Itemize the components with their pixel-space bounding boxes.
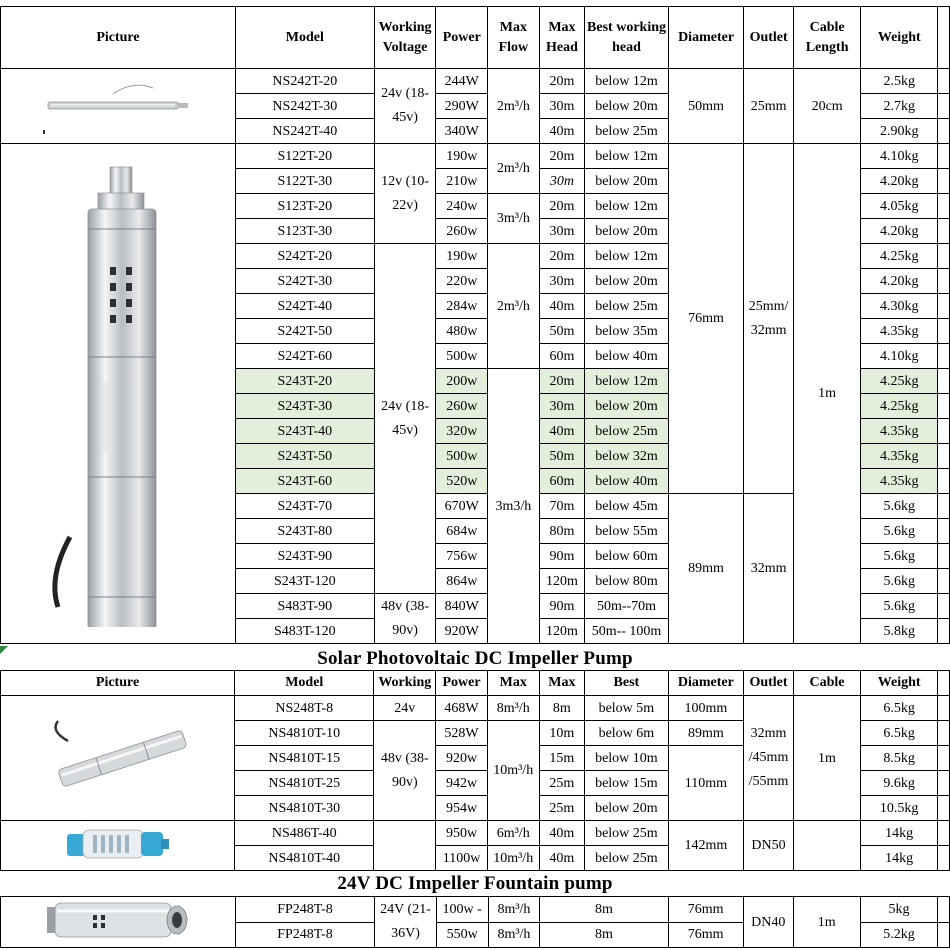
flow-cell: 2m³/h bbox=[488, 144, 540, 194]
power-cell: 320w bbox=[436, 419, 488, 444]
blue-impeller-pump-image bbox=[63, 822, 173, 866]
col-header-voltage: Working Voltage bbox=[374, 7, 436, 69]
outlet-cell: 25mm bbox=[744, 69, 794, 144]
best-head-cell: below 25m bbox=[585, 419, 669, 444]
cell-overflow bbox=[938, 369, 950, 394]
head-cell: 25m bbox=[539, 771, 585, 796]
head-cell: 8m bbox=[540, 922, 668, 948]
flow-cell: 10m³/h bbox=[487, 721, 539, 821]
weight-cell: 5.8kg bbox=[861, 619, 938, 644]
col-header-flow: Max bbox=[487, 671, 539, 696]
best-head-cell: below 25m bbox=[585, 846, 668, 871]
head-cell: 40m bbox=[539, 419, 585, 444]
flow-cell: 3m3/h bbox=[488, 369, 540, 644]
cell-overflow bbox=[938, 444, 950, 469]
head-cell: 8m bbox=[540, 897, 668, 923]
col-header-weight: Weight bbox=[861, 7, 938, 69]
col-header-model: Model bbox=[235, 7, 374, 69]
col-header-voltage: Working bbox=[374, 671, 436, 696]
best-head-cell: below 12m bbox=[585, 144, 669, 169]
cell-overflow bbox=[938, 344, 950, 369]
head-cell: 40m bbox=[539, 294, 585, 319]
cell-overflow bbox=[938, 7, 950, 69]
cell-comment-marker bbox=[0, 646, 8, 654]
power-cell: 290W bbox=[436, 94, 488, 119]
outlet-cell: DN50 bbox=[744, 821, 794, 871]
model-cell: S242T-30 bbox=[235, 269, 374, 294]
diameter-cell: 142mm bbox=[668, 821, 744, 871]
col-header-weight: Weight bbox=[861, 671, 938, 696]
weight-cell: 2.7kg bbox=[861, 94, 938, 119]
voltage-cell: 24v (18-45v) bbox=[374, 69, 436, 144]
col-header-best: Best bbox=[585, 671, 668, 696]
head-cell: 30m bbox=[539, 94, 585, 119]
cell-overflow bbox=[938, 194, 950, 219]
model-cell: NS242T-40 bbox=[235, 119, 374, 144]
power-cell bbox=[436, 897, 488, 923]
outlet-cell: DN40 bbox=[743, 897, 793, 948]
weight-cell: 6.5kg bbox=[861, 721, 938, 746]
cell-overflow bbox=[938, 394, 950, 419]
head-cell: 120m bbox=[539, 619, 585, 644]
model-cell: S242T-40 bbox=[235, 294, 374, 319]
fountain-pump-table bbox=[0, 896, 950, 948]
weight-cell: 5.6kg bbox=[861, 569, 938, 594]
best-head-cell: below 35m bbox=[585, 319, 669, 344]
cell-overflow bbox=[938, 771, 950, 796]
voltage-cell: 48v (38-90v) bbox=[374, 721, 436, 821]
power-cell: 920W bbox=[436, 619, 488, 644]
flow-cell: 2m³/h bbox=[488, 244, 540, 369]
best-head-cell: below 6m bbox=[585, 721, 668, 746]
best-head-cell: below 25m bbox=[585, 821, 668, 846]
weight-cell: 4.20kg bbox=[861, 169, 938, 194]
best-head-cell: below 20m bbox=[585, 94, 669, 119]
diameter-cell: 89mm bbox=[668, 721, 744, 746]
best-head-cell: below 15m bbox=[585, 771, 668, 796]
voltage-cell: 12v (10-22v) bbox=[374, 144, 436, 244]
head-cell: 30m bbox=[539, 169, 585, 194]
col-header-diameter: Diameter bbox=[668, 671, 744, 696]
best-head-cell: below 10m bbox=[585, 746, 668, 771]
head-cell: 60m bbox=[539, 469, 585, 494]
diameter-cell: 76mm bbox=[668, 897, 743, 923]
cell-overflow bbox=[938, 821, 950, 846]
head-cell: 90m bbox=[539, 594, 585, 619]
model-cell: FP248T-8 bbox=[235, 922, 375, 948]
model-cell: NS4810T-30 bbox=[235, 796, 374, 821]
cell-overflow bbox=[938, 922, 950, 948]
col-header-picture: Picture bbox=[1, 7, 236, 69]
head-cell: 30m bbox=[539, 394, 585, 419]
cell-overflow bbox=[938, 796, 950, 821]
power-cell: 260w bbox=[436, 394, 488, 419]
cell-overflow bbox=[938, 119, 950, 144]
model-cell: NS242T-20 bbox=[235, 69, 374, 94]
best-head-cell: below 60m bbox=[585, 544, 669, 569]
weight-cell: 4.30kg bbox=[861, 294, 938, 319]
col-header-diameter: Diameter bbox=[668, 7, 743, 69]
best-head-cell: 50m--70m bbox=[585, 594, 669, 619]
power-cell: 500w bbox=[436, 444, 488, 469]
diameter-cell: 76mm bbox=[668, 922, 743, 948]
cell-overflow bbox=[938, 696, 950, 721]
power-cell: 200w bbox=[436, 369, 488, 394]
head-cell: 8m bbox=[539, 696, 585, 721]
outlet-cell: 25mm/ 32mm bbox=[744, 144, 794, 494]
head-cell: 20m bbox=[539, 144, 585, 169]
weight-cell: 10.5kg bbox=[861, 796, 938, 821]
model-cell: S243T-120 bbox=[235, 569, 374, 594]
cell-overflow bbox=[938, 219, 950, 244]
best-head-cell: below 25m bbox=[585, 119, 669, 144]
outlet-cell: 32mm bbox=[744, 494, 794, 644]
col-header-power: Power bbox=[436, 671, 488, 696]
head-cell: 50m bbox=[539, 444, 585, 469]
best-head-cell: below 40m bbox=[585, 469, 669, 494]
power-suffix: - bbox=[477, 901, 482, 917]
model-cell: NS486T-40 bbox=[235, 821, 374, 846]
pump-picture-screw-pump bbox=[1, 144, 236, 644]
col-header-power: Power bbox=[436, 7, 488, 69]
weight-cell: 14kg bbox=[861, 846, 938, 871]
power-cell: 950w bbox=[436, 821, 488, 846]
weight-cell: 2.90kg bbox=[861, 119, 938, 144]
head-cell: 10m bbox=[539, 721, 585, 746]
power-cell: 1100w bbox=[436, 846, 488, 871]
pump-picture-impeller bbox=[1, 696, 235, 821]
head-cell: 20m bbox=[539, 369, 585, 394]
flow-cell: 6m³/h bbox=[487, 821, 539, 846]
voltage-cell: 24v (18-45v) bbox=[374, 244, 436, 594]
model-cell: S243T-30 bbox=[235, 394, 374, 419]
power-cell: 550w bbox=[436, 922, 488, 948]
col-header-best: Best working head bbox=[585, 7, 669, 69]
section-title-impeller: Solar Photovoltaic DC Impeller Pump bbox=[317, 648, 633, 669]
model-cell: S242T-60 bbox=[235, 344, 374, 369]
cell-overflow bbox=[938, 94, 950, 119]
weight-cell: 2.5kg bbox=[861, 69, 938, 94]
model-cell: S122T-30 bbox=[235, 169, 374, 194]
cell-overflow bbox=[938, 569, 950, 594]
cell-overflow bbox=[938, 244, 950, 269]
screw-pump-image bbox=[18, 157, 218, 627]
best-head-cell: below 12m bbox=[585, 244, 669, 269]
cell-overflow bbox=[938, 619, 950, 644]
model-cell: S483T-120 bbox=[235, 619, 374, 644]
power-cell: 528W bbox=[436, 721, 488, 746]
best-head-cell: below 5m bbox=[585, 696, 668, 721]
weight-cell: 4.35kg bbox=[861, 419, 938, 444]
cell-overflow bbox=[938, 544, 950, 569]
cell-overflow bbox=[938, 294, 950, 319]
best-head-cell: below 20m bbox=[585, 169, 669, 194]
flow-cell: 8m³/h bbox=[487, 696, 539, 721]
model-cell: S243T-90 bbox=[235, 544, 374, 569]
header-row bbox=[1, 671, 950, 696]
weight-cell: 5kg bbox=[860, 897, 937, 923]
head-cell: 120m bbox=[539, 569, 585, 594]
col-header-head: Max bbox=[539, 671, 585, 696]
weight-cell: 4.05kg bbox=[861, 194, 938, 219]
cable-cell: 1m bbox=[793, 696, 860, 821]
col-header-cable: Cable Length bbox=[793, 7, 860, 69]
table-row bbox=[1, 69, 950, 94]
best-head-cell: below 45m bbox=[585, 494, 669, 519]
head-cell: 25m bbox=[539, 796, 585, 821]
power-cell: 244W bbox=[436, 69, 488, 94]
model-cell: S122T-20 bbox=[235, 144, 374, 169]
power-cell: 864w bbox=[436, 569, 488, 594]
best-head-cell: below 20m bbox=[585, 394, 669, 419]
model-cell: S483T-90 bbox=[235, 594, 374, 619]
head-cell: 70m bbox=[539, 494, 585, 519]
outlet-cell: 32mm /45mm /55mm bbox=[744, 696, 794, 821]
head-cell: 15m bbox=[539, 746, 585, 771]
power-cell: 210w bbox=[436, 169, 488, 194]
weight-cell: 5.6kg bbox=[861, 594, 938, 619]
weight-cell: 4.25kg bbox=[861, 394, 938, 419]
best-head-cell: below 20m bbox=[585, 269, 669, 294]
model-cell: NS4810T-40 bbox=[235, 846, 374, 871]
head-cell: 30m bbox=[539, 219, 585, 244]
best-head-cell: 50m-- 100m bbox=[585, 619, 669, 644]
model-cell: NS4810T-15 bbox=[235, 746, 374, 771]
head-cell: 60m bbox=[539, 344, 585, 369]
best-head-cell: below 32m bbox=[585, 444, 669, 469]
weight-cell: 5.6kg bbox=[861, 544, 938, 569]
weight-cell: 4.35kg bbox=[861, 319, 938, 344]
impeller-pump-image bbox=[38, 701, 198, 811]
best-head-cell: below 20m bbox=[585, 219, 669, 244]
head-cell: 20m bbox=[539, 69, 585, 94]
cell-overflow bbox=[938, 469, 950, 494]
submersible-pump-table bbox=[0, 6, 950, 644]
model-cell: S243T-20 bbox=[235, 369, 374, 394]
diameter-cell: 89mm bbox=[668, 494, 743, 644]
voltage-cell: 24V (21-36V) bbox=[375, 897, 436, 948]
weight-cell: 8.5kg bbox=[861, 746, 938, 771]
pump-picture-ns242t bbox=[1, 69, 236, 144]
power-cell: 920w bbox=[436, 746, 488, 771]
power-cell: 840W bbox=[436, 594, 488, 619]
pump-picture-fountain bbox=[1, 897, 236, 948]
head-cell: 40m bbox=[539, 119, 585, 144]
cable-cell: 20cm bbox=[793, 69, 860, 144]
weight-cell: 5.6kg bbox=[861, 494, 938, 519]
section-title-fountain: 24V DC Impeller Fountain pump bbox=[337, 873, 613, 894]
power-cell: 954w bbox=[436, 796, 488, 821]
head-cell: 20m bbox=[539, 194, 585, 219]
slim-pump-image bbox=[43, 74, 193, 134]
weight-cell: 4.10kg bbox=[861, 144, 938, 169]
power-cell: 942w bbox=[436, 771, 488, 796]
head-cell: 80m bbox=[539, 519, 585, 544]
impeller-pump-table bbox=[0, 670, 950, 871]
col-header-outlet: Outlet bbox=[744, 7, 794, 69]
cell-overflow bbox=[938, 269, 950, 294]
best-head-cell: below 40m bbox=[585, 344, 669, 369]
power-cell: 190w bbox=[436, 244, 488, 269]
power-cell: 670W bbox=[436, 494, 488, 519]
weight-cell: 4.25kg bbox=[861, 244, 938, 269]
cable-cell: 1m bbox=[793, 144, 860, 644]
best-head-cell: below 20m bbox=[585, 796, 668, 821]
cell-overflow bbox=[938, 319, 950, 344]
model-cell: NS4810T-25 bbox=[235, 771, 374, 796]
voltage-cell: 24v bbox=[374, 696, 436, 721]
cell-overflow bbox=[938, 169, 950, 194]
weight-cell: 9.6kg bbox=[861, 771, 938, 796]
power-cell: 220w bbox=[436, 269, 488, 294]
cell-overflow bbox=[938, 419, 950, 444]
best-head-cell: below 12m bbox=[585, 194, 669, 219]
weight-cell: 4.35kg bbox=[861, 469, 938, 494]
table-row bbox=[1, 821, 950, 846]
weight-cell: 5.6kg bbox=[861, 519, 938, 544]
model-cell: NS248T-8 bbox=[235, 696, 374, 721]
weight-cell: 5.2kg bbox=[860, 922, 937, 948]
model-cell: S243T-60 bbox=[235, 469, 374, 494]
weight-cell: 4.25kg bbox=[861, 369, 938, 394]
flow-cell: 2m³/h bbox=[488, 69, 540, 144]
diameter-cell: 50mm bbox=[668, 69, 743, 144]
flow-cell: 8m³/h bbox=[488, 897, 540, 923]
head-cell: 50m bbox=[539, 319, 585, 344]
power-cell: 260w bbox=[436, 219, 488, 244]
head-cell: 40m bbox=[539, 846, 585, 871]
model-cell: FP248T-8 bbox=[235, 897, 375, 923]
model-cell: S242T-20 bbox=[235, 244, 374, 269]
col-header-picture: Picture bbox=[1, 671, 235, 696]
col-header-cable: Cable bbox=[793, 671, 860, 696]
best-head-cell: below 55m bbox=[585, 519, 669, 544]
power-cell: 340W bbox=[436, 119, 488, 144]
cell-overflow bbox=[938, 519, 950, 544]
cell-overflow bbox=[938, 69, 950, 94]
model-cell: NS242T-30 bbox=[235, 94, 374, 119]
diameter-cell: 100mm bbox=[668, 696, 744, 721]
cell-overflow bbox=[938, 897, 950, 923]
model-cell: S242T-50 bbox=[235, 319, 374, 344]
diameter-cell: 110mm bbox=[668, 746, 744, 821]
fountain-pump-image bbox=[43, 897, 193, 943]
cable-cell: 1m bbox=[793, 897, 860, 948]
flow-cell: 3m³/h bbox=[488, 194, 540, 244]
power-cell: 684w bbox=[436, 519, 488, 544]
head-cell: 30m bbox=[539, 269, 585, 294]
voltage-cell: 48v (38-90v) bbox=[374, 594, 436, 644]
voltage-cell bbox=[374, 821, 436, 871]
table-row bbox=[1, 144, 950, 169]
best-head-cell: below 25m bbox=[585, 294, 669, 319]
power-cell: 190w bbox=[436, 144, 488, 169]
model-cell: S243T-70 bbox=[235, 494, 374, 519]
power-cell: 500w bbox=[436, 344, 488, 369]
weight-cell: 4.20kg bbox=[861, 219, 938, 244]
power-cell: 284w bbox=[436, 294, 488, 319]
best-head-cell: below 12m bbox=[585, 69, 669, 94]
model-cell: NS4810T-10 bbox=[235, 721, 374, 746]
diameter-cell: 76mm bbox=[668, 144, 743, 494]
best-head-cell: below 12m bbox=[585, 369, 669, 394]
cell-overflow bbox=[938, 746, 950, 771]
col-header-model: Model bbox=[235, 671, 374, 696]
model-cell: S243T-50 bbox=[235, 444, 374, 469]
cell-overflow bbox=[938, 671, 950, 696]
power-cell: 240w bbox=[436, 194, 488, 219]
head-cell: 20m bbox=[539, 244, 585, 269]
head-cell: 40m bbox=[539, 821, 585, 846]
cable-cell bbox=[793, 821, 860, 871]
power-cell: 520w bbox=[436, 469, 488, 494]
cell-overflow bbox=[938, 721, 950, 746]
model-cell: S123T-30 bbox=[235, 219, 374, 244]
flow-cell: 10m³/h bbox=[487, 846, 539, 871]
power-cell: 756w bbox=[436, 544, 488, 569]
power-cell: 480w bbox=[436, 319, 488, 344]
weight-cell: 14kg bbox=[861, 821, 938, 846]
power-value: 100w bbox=[442, 901, 474, 917]
col-header-flow: Max Flow bbox=[488, 7, 540, 69]
table-row bbox=[1, 897, 950, 923]
col-header-outlet: Outlet bbox=[744, 671, 794, 696]
flow-cell: 8m³/h bbox=[488, 922, 540, 948]
weight-cell: 4.20kg bbox=[861, 269, 938, 294]
cell-overflow bbox=[938, 594, 950, 619]
model-cell: S243T-40 bbox=[235, 419, 374, 444]
table-row bbox=[1, 696, 950, 721]
weight-cell: 4.10kg bbox=[861, 344, 938, 369]
cell-overflow bbox=[938, 494, 950, 519]
cell-overflow bbox=[938, 846, 950, 871]
weight-cell: 6.5kg bbox=[861, 696, 938, 721]
cell-overflow bbox=[938, 144, 950, 169]
header-row bbox=[1, 7, 950, 69]
model-cell: S243T-80 bbox=[235, 519, 374, 544]
col-header-head: Max Head bbox=[539, 7, 585, 69]
pump-picture-ns486t bbox=[1, 821, 235, 871]
weight-cell: 4.35kg bbox=[861, 444, 938, 469]
model-cell: S123T-20 bbox=[235, 194, 374, 219]
power-cell: 468W bbox=[436, 696, 488, 721]
best-head-cell: below 80m bbox=[585, 569, 669, 594]
head-cell: 90m bbox=[539, 544, 585, 569]
